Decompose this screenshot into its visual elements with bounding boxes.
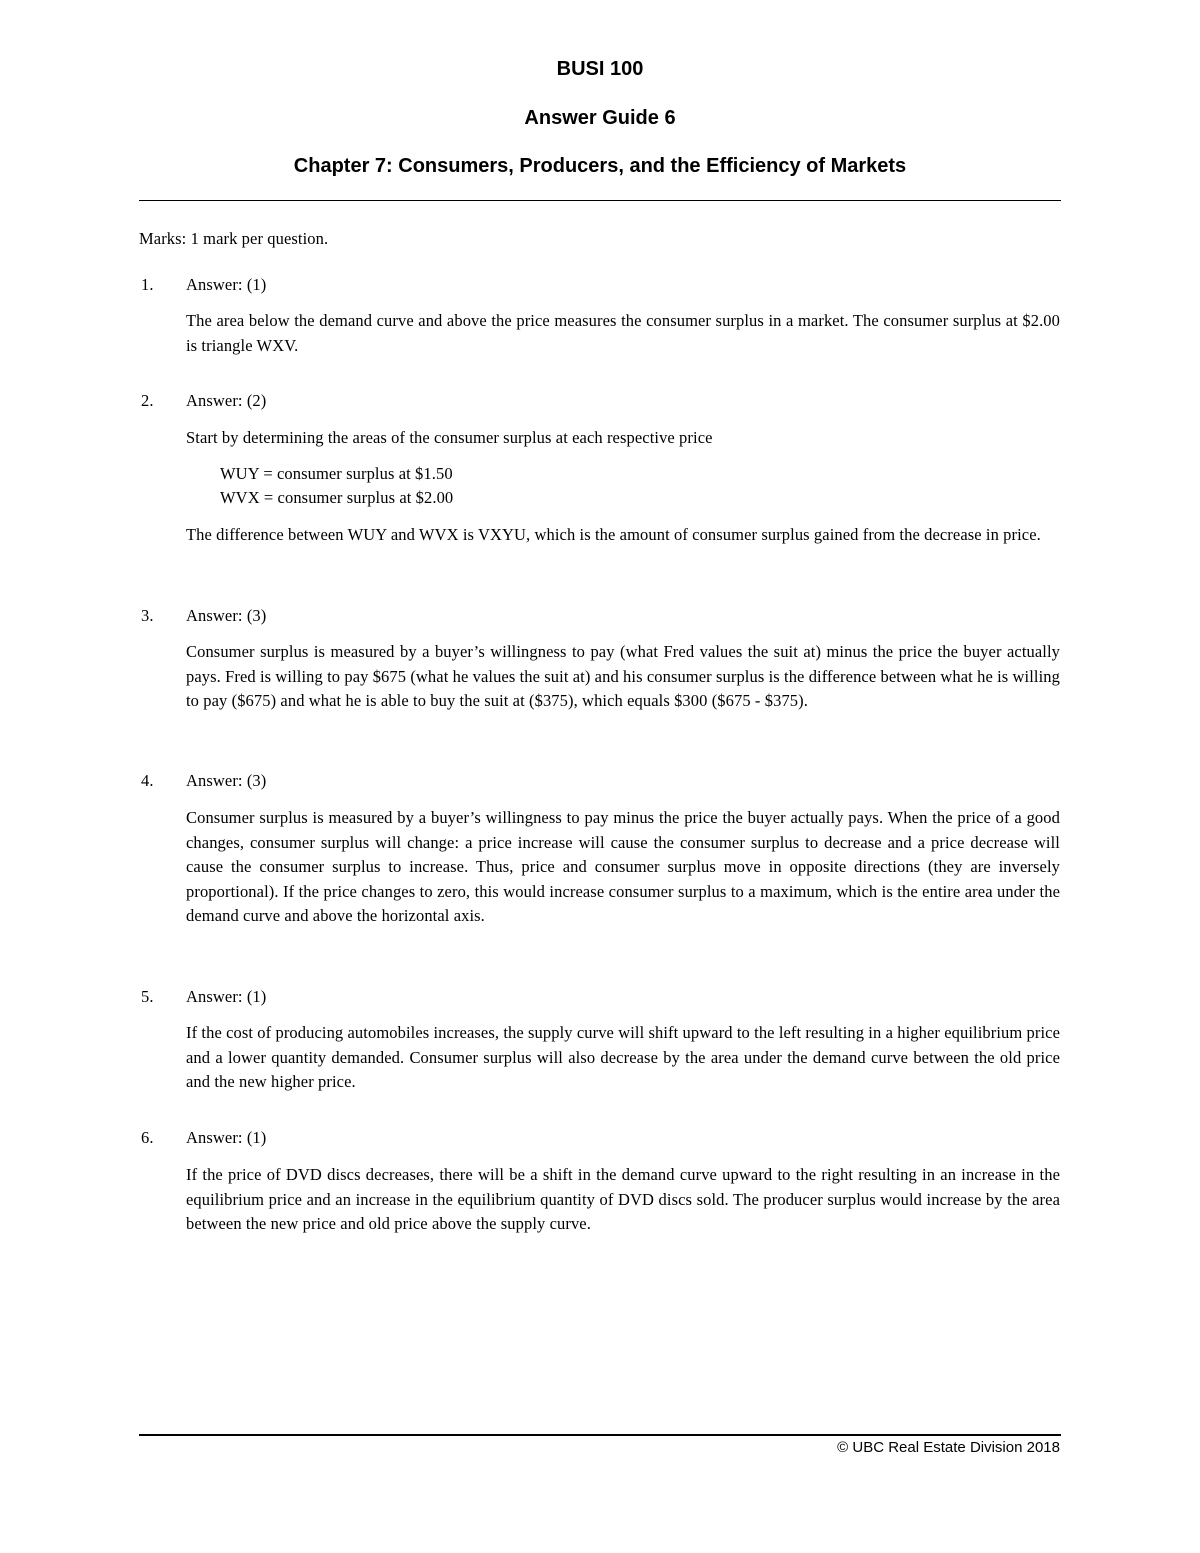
question-answer: Answer: (1) — [186, 1128, 267, 1147]
question-number: 3. — [141, 606, 154, 625]
header-divider — [139, 200, 1061, 201]
question-answer: Answer: (1) — [186, 275, 267, 294]
question-answer: Answer: (1) — [186, 987, 267, 1006]
answer-intro: Start by determining the areas of the consumer surplus at each respective price — [186, 428, 713, 447]
question-answer: Answer: (2) — [186, 391, 267, 410]
question-answer: Answer: (3) — [186, 606, 267, 625]
answer-calculation-line: WVX = consumer surplus at $2.00 — [220, 488, 454, 507]
guide-title: Answer Guide 6 — [524, 107, 676, 129]
answer-explanation: The difference between WUY and WVX is VXYU, which is the amount of consumer surplus gained from the decrease in price. — [186, 525, 1041, 544]
course-title: BUSI 100 — [556, 58, 644, 80]
answer-explanation: If the price of DVD discs decreases, there will be a shift in the demand curve upward to the right resulting in an increase in the equilibrium price and an increase in the equilibrium quantity of DVD discs sold. The producer surplus would increase by the area between the new price and old price above the supply curve. — [186, 1165, 1060, 1233]
question-number: 5. — [141, 987, 154, 1006]
question-answer: Answer: (3) — [186, 771, 267, 790]
answer-explanation: If the cost of producing automobiles increases, the supply curve will shift upward to the left resulting in a higher equilibrium price and a lower quantity demanded. Consumer surplus will also decrease by the area under the demand curve between the old price and the new higher price. — [186, 1023, 1060, 1091]
marks-note: Marks: 1 mark per question. — [139, 229, 329, 248]
footer-divider — [139, 1434, 1061, 1436]
answer-explanation: The area below the demand curve and above the price measures the consumer surplus in a market. The consumer surplus at $2.00 is triangle WXV. — [186, 311, 1060, 355]
answer-explanation: Consumer surplus is measured by a buyer’s willingness to pay minus the price the buyer actually pays. When the price of a good changes, consumer surplus will change: a price increase will cause the consumer surplus to decrease and a price decrease will cause the consumer surplus to increase. Thus, price and consumer surplus move in opposite directions (they are inversely proportional). If the price changes to zero, this would increase consumer surplus to a maximum, which is the entire area under the demand curve and above the horizontal axis. — [186, 808, 1060, 925]
question-number: 6. — [141, 1128, 154, 1147]
answer-calculation-line: WUY = consumer surplus at $1.50 — [220, 464, 453, 483]
chapter-title: Chapter 7: Consumers, Producers, and the Efficiency of Markets — [293, 155, 907, 177]
question-number: 4. — [141, 771, 154, 790]
copyright-footer: © UBC Real Estate Division 2018 — [837, 1439, 1060, 1456]
question-number: 2. — [141, 391, 154, 410]
answer-explanation: Consumer surplus is measured by a buyer’s willingness to pay (what Fred values the suit at) minus the price the buyer actually pays. Fred is willing to pay $675 (what he values the suit at) and his consumer surplus is the difference between what he is willing to pay ($675) and what he is able to buy the suit at ($375), which equals $300 ($675 - $375). — [186, 642, 1060, 710]
question-number: 1. — [141, 275, 154, 294]
